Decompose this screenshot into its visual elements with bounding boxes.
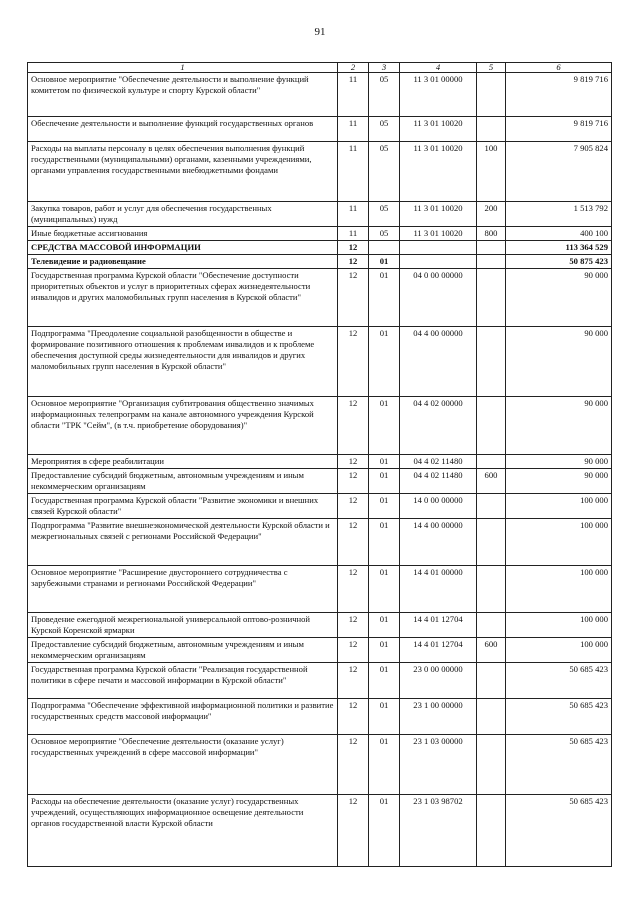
table-row [28, 227, 612, 241]
table-row [28, 795, 612, 867]
amount-cell: 9 819 716 [506, 117, 612, 142]
name-cell: Подпрограмма "Преодоление социальной разобщенности в обществе и формирование позитивного отношения к проблемам инвалидов и к проблеме обеспечения доступной среды жизнедеятельности для инвалидов и других маломобильных групп населения в Курской области" [28, 327, 338, 397]
table-row [28, 613, 612, 638]
expense-type-cell [477, 269, 506, 327]
header-col-2: 2 [338, 63, 369, 73]
target-code-cell: 11 3 01 00000 [400, 73, 477, 117]
budget-table [27, 62, 612, 867]
expense-type-cell [477, 613, 506, 638]
section-cell: 11 [338, 142, 369, 202]
expense-type-cell [477, 795, 506, 867]
amount-cell: 7 905 824 [506, 142, 612, 202]
target-code-cell: 14 4 01 12704 [400, 613, 477, 638]
name-cell: Государственная программа Курской области "Обеспечение доступности приоритетных объектов и услуг в приоритетных сферах жизнедеятельности инвалидов и других маломобильных групп населения в Курской области" [28, 269, 338, 327]
header-row [28, 63, 612, 73]
target-code-cell: 04 4 02 11480 [400, 469, 477, 494]
section-cell: 12 [338, 638, 369, 663]
target-code-cell: 11 3 01 10020 [400, 142, 477, 202]
name-cell: Основное мероприятие "Обеспечение деятельности (оказание услуг) государственных учреждений в сфере массовой информации" [28, 735, 338, 795]
name-cell: Расходы на выплаты персоналу в целях обеспечения выполнения функций государственными (муниципальными) органами, казенными учреждениями, органами управления государственными внебюджетными фондами [28, 142, 338, 202]
target-code-cell [400, 255, 477, 269]
table-body [28, 63, 612, 867]
subsection-cell: 01 [369, 455, 400, 469]
header-col-6: 6 [506, 63, 612, 73]
name-cell: Закупка товаров, работ и услуг для обеспечения государственных (муниципальных) нужд [28, 202, 338, 227]
table-row [28, 638, 612, 663]
amount-cell: 90 000 [506, 269, 612, 327]
section-cell: 12 [338, 241, 369, 255]
amount-cell: 90 000 [506, 469, 612, 494]
name-cell: Государственная программа Курской области "Реализация государственной политики в сфере печати и массовой информации в Курской области" [28, 663, 338, 699]
amount-cell: 100 000 [506, 519, 612, 566]
name-cell: Телевидение и радиовещание [28, 255, 338, 269]
section-cell: 12 [338, 795, 369, 867]
section-cell: 12 [338, 269, 369, 327]
section-cell: 12 [338, 255, 369, 269]
name-cell: Подпрограмма "Развитие внешнеэкономической деятельности Курской области и межрегиональных связей с регионами Российской Федерации" [28, 519, 338, 566]
subsection-cell: 01 [369, 469, 400, 494]
section-cell: 11 [338, 202, 369, 227]
target-code-cell: 23 0 00 00000 [400, 663, 477, 699]
expense-type-cell: 800 [477, 227, 506, 241]
section-cell: 12 [338, 519, 369, 566]
target-code-cell: 04 0 00 00000 [400, 269, 477, 327]
table-row [28, 397, 612, 455]
target-code-cell [400, 241, 477, 255]
subsection-cell: 01 [369, 663, 400, 699]
expense-type-cell [477, 566, 506, 613]
subsection-cell: 01 [369, 566, 400, 613]
expense-type-cell [477, 397, 506, 455]
table-row [28, 494, 612, 519]
subsection-cell: 01 [369, 699, 400, 735]
target-code-cell: 11 3 01 10020 [400, 227, 477, 241]
table-row [28, 117, 612, 142]
amount-cell: 100 000 [506, 494, 612, 519]
section-cell: 11 [338, 73, 369, 117]
section-cell: 12 [338, 469, 369, 494]
target-code-cell: 04 4 00 00000 [400, 327, 477, 397]
target-code-cell: 23 1 00 00000 [400, 699, 477, 735]
section-cell: 12 [338, 663, 369, 699]
amount-cell: 1 513 792 [506, 202, 612, 227]
expense-type-cell: 600 [477, 638, 506, 663]
amount-cell: 90 000 [506, 397, 612, 455]
expense-type-cell [477, 735, 506, 795]
section-cell: 12 [338, 327, 369, 397]
expense-type-cell [477, 255, 506, 269]
table-row [28, 519, 612, 566]
subsection-cell [369, 241, 400, 255]
name-cell: Предоставление субсидий бюджетным, автономным учреждениям и иным некоммерческим организациям [28, 638, 338, 663]
name-cell: Предоставление субсидий бюджетным, автономным учреждениям и иным некоммерческим организациям [28, 469, 338, 494]
subsection-cell: 01 [369, 269, 400, 327]
amount-cell: 90 000 [506, 327, 612, 397]
section-cell: 12 [338, 566, 369, 613]
section-cell: 12 [338, 613, 369, 638]
amount-cell: 9 819 716 [506, 73, 612, 117]
expense-type-cell [477, 327, 506, 397]
target-code-cell: 23 1 03 98702 [400, 795, 477, 867]
amount-cell: 100 000 [506, 638, 612, 663]
name-cell: Подпрограмма "Обеспечение эффективной информационной политики и развитие государственных средств массовой информации" [28, 699, 338, 735]
name-cell: Государственная программа Курской области "Развитие экономики и внешних связей Курской области" [28, 494, 338, 519]
table-row [28, 469, 612, 494]
amount-cell: 100 000 [506, 613, 612, 638]
target-code-cell: 04 4 02 11480 [400, 455, 477, 469]
expense-type-cell [477, 241, 506, 255]
name-cell: Проведение ежегодной межрегиональной универсальной оптово-розничной Курской Коренской ярмарки [28, 613, 338, 638]
subsection-cell: 01 [369, 735, 400, 795]
subsection-cell: 05 [369, 117, 400, 142]
name-cell: Основное мероприятие "Обеспечение деятельности и выполнение функций комитетом по физической культуре и спорту Курской области" [28, 73, 338, 117]
subsection-cell: 01 [369, 613, 400, 638]
subsection-cell: 05 [369, 202, 400, 227]
table-row [28, 663, 612, 699]
expense-type-cell [477, 73, 506, 117]
subsection-cell: 01 [369, 638, 400, 663]
header-col-4: 4 [400, 63, 477, 73]
subsection-cell: 01 [369, 327, 400, 397]
name-cell: Основное мероприятие "Расширение двустороннего сотрудничества с зарубежными странами и регионами Российской Федерации" [28, 566, 338, 613]
section-cell: 11 [338, 227, 369, 241]
subsection-cell: 05 [369, 142, 400, 202]
name-cell: Обеспечение деятельности и выполнение функций государственных органов [28, 117, 338, 142]
header-col-5: 5 [477, 63, 506, 73]
target-code-cell: 11 3 01 10020 [400, 117, 477, 142]
name-cell: СРЕДСТВА МАССОВОЙ ИНФОРМАЦИИ [28, 241, 338, 255]
amount-cell: 50 685 423 [506, 795, 612, 867]
target-code-cell: 14 4 01 12704 [400, 638, 477, 663]
amount-cell: 400 100 [506, 227, 612, 241]
section-cell: 12 [338, 397, 369, 455]
target-code-cell: 14 4 00 00000 [400, 519, 477, 566]
amount-cell: 50 685 423 [506, 699, 612, 735]
header-col-3: 3 [369, 63, 400, 73]
amount-cell: 113 364 529 [506, 241, 612, 255]
amount-cell: 50 685 423 [506, 663, 612, 699]
expense-type-cell [477, 663, 506, 699]
table-row [28, 699, 612, 735]
expense-type-cell: 100 [477, 142, 506, 202]
table-row [28, 566, 612, 613]
section-cell: 12 [338, 699, 369, 735]
subsection-cell: 05 [369, 227, 400, 241]
target-code-cell: 04 4 02 00000 [400, 397, 477, 455]
table-row [28, 142, 612, 202]
target-code-cell: 14 0 00 00000 [400, 494, 477, 519]
table-row [28, 202, 612, 227]
subsection-cell: 01 [369, 795, 400, 867]
header-col-1: 1 [28, 63, 338, 73]
amount-cell: 50 685 423 [506, 735, 612, 795]
section-cell: 12 [338, 735, 369, 795]
name-cell: Основное мероприятие "Организация субтитрования общественно значимых информационных телепрограмм на канале автономного учреждения Курской области "ТРК "Сейм", (в т.ч. приобретение оборудования)" [28, 397, 338, 455]
name-cell: Расходы на обеспечение деятельности (оказание услуг) государственных учреждений, осуществляющих информационное освещение деятельности органов государственной власти Курской области [28, 795, 338, 867]
subsection-cell: 01 [369, 519, 400, 566]
section-cell: 12 [338, 494, 369, 519]
subsection-cell: 01 [369, 494, 400, 519]
section-cell: 11 [338, 117, 369, 142]
expense-type-cell: 600 [477, 469, 506, 494]
expense-type-cell [477, 699, 506, 735]
target-code-cell: 23 1 03 00000 [400, 735, 477, 795]
table-row [28, 455, 612, 469]
subsection-cell: 01 [369, 255, 400, 269]
name-cell: Мероприятия в сфере реабилитации [28, 455, 338, 469]
page-number: 91 [314, 26, 326, 38]
amount-cell: 100 000 [506, 566, 612, 613]
table-row [28, 73, 612, 117]
expense-type-cell [477, 455, 506, 469]
table-row [28, 269, 612, 327]
table-row [28, 735, 612, 795]
amount-cell: 50 875 423 [506, 255, 612, 269]
table-row [28, 327, 612, 397]
expense-type-cell [477, 494, 506, 519]
table-row [28, 241, 612, 255]
target-code-cell: 14 4 01 00000 [400, 566, 477, 613]
subsection-cell: 01 [369, 397, 400, 455]
subsection-cell: 05 [369, 73, 400, 117]
expense-type-cell: 200 [477, 202, 506, 227]
expense-type-cell [477, 519, 506, 566]
table-row [28, 255, 612, 269]
expense-type-cell [477, 117, 506, 142]
section-cell: 12 [338, 455, 369, 469]
amount-cell: 90 000 [506, 455, 612, 469]
target-code-cell: 11 3 01 10020 [400, 202, 477, 227]
name-cell: Иные бюджетные ассигнования [28, 227, 338, 241]
